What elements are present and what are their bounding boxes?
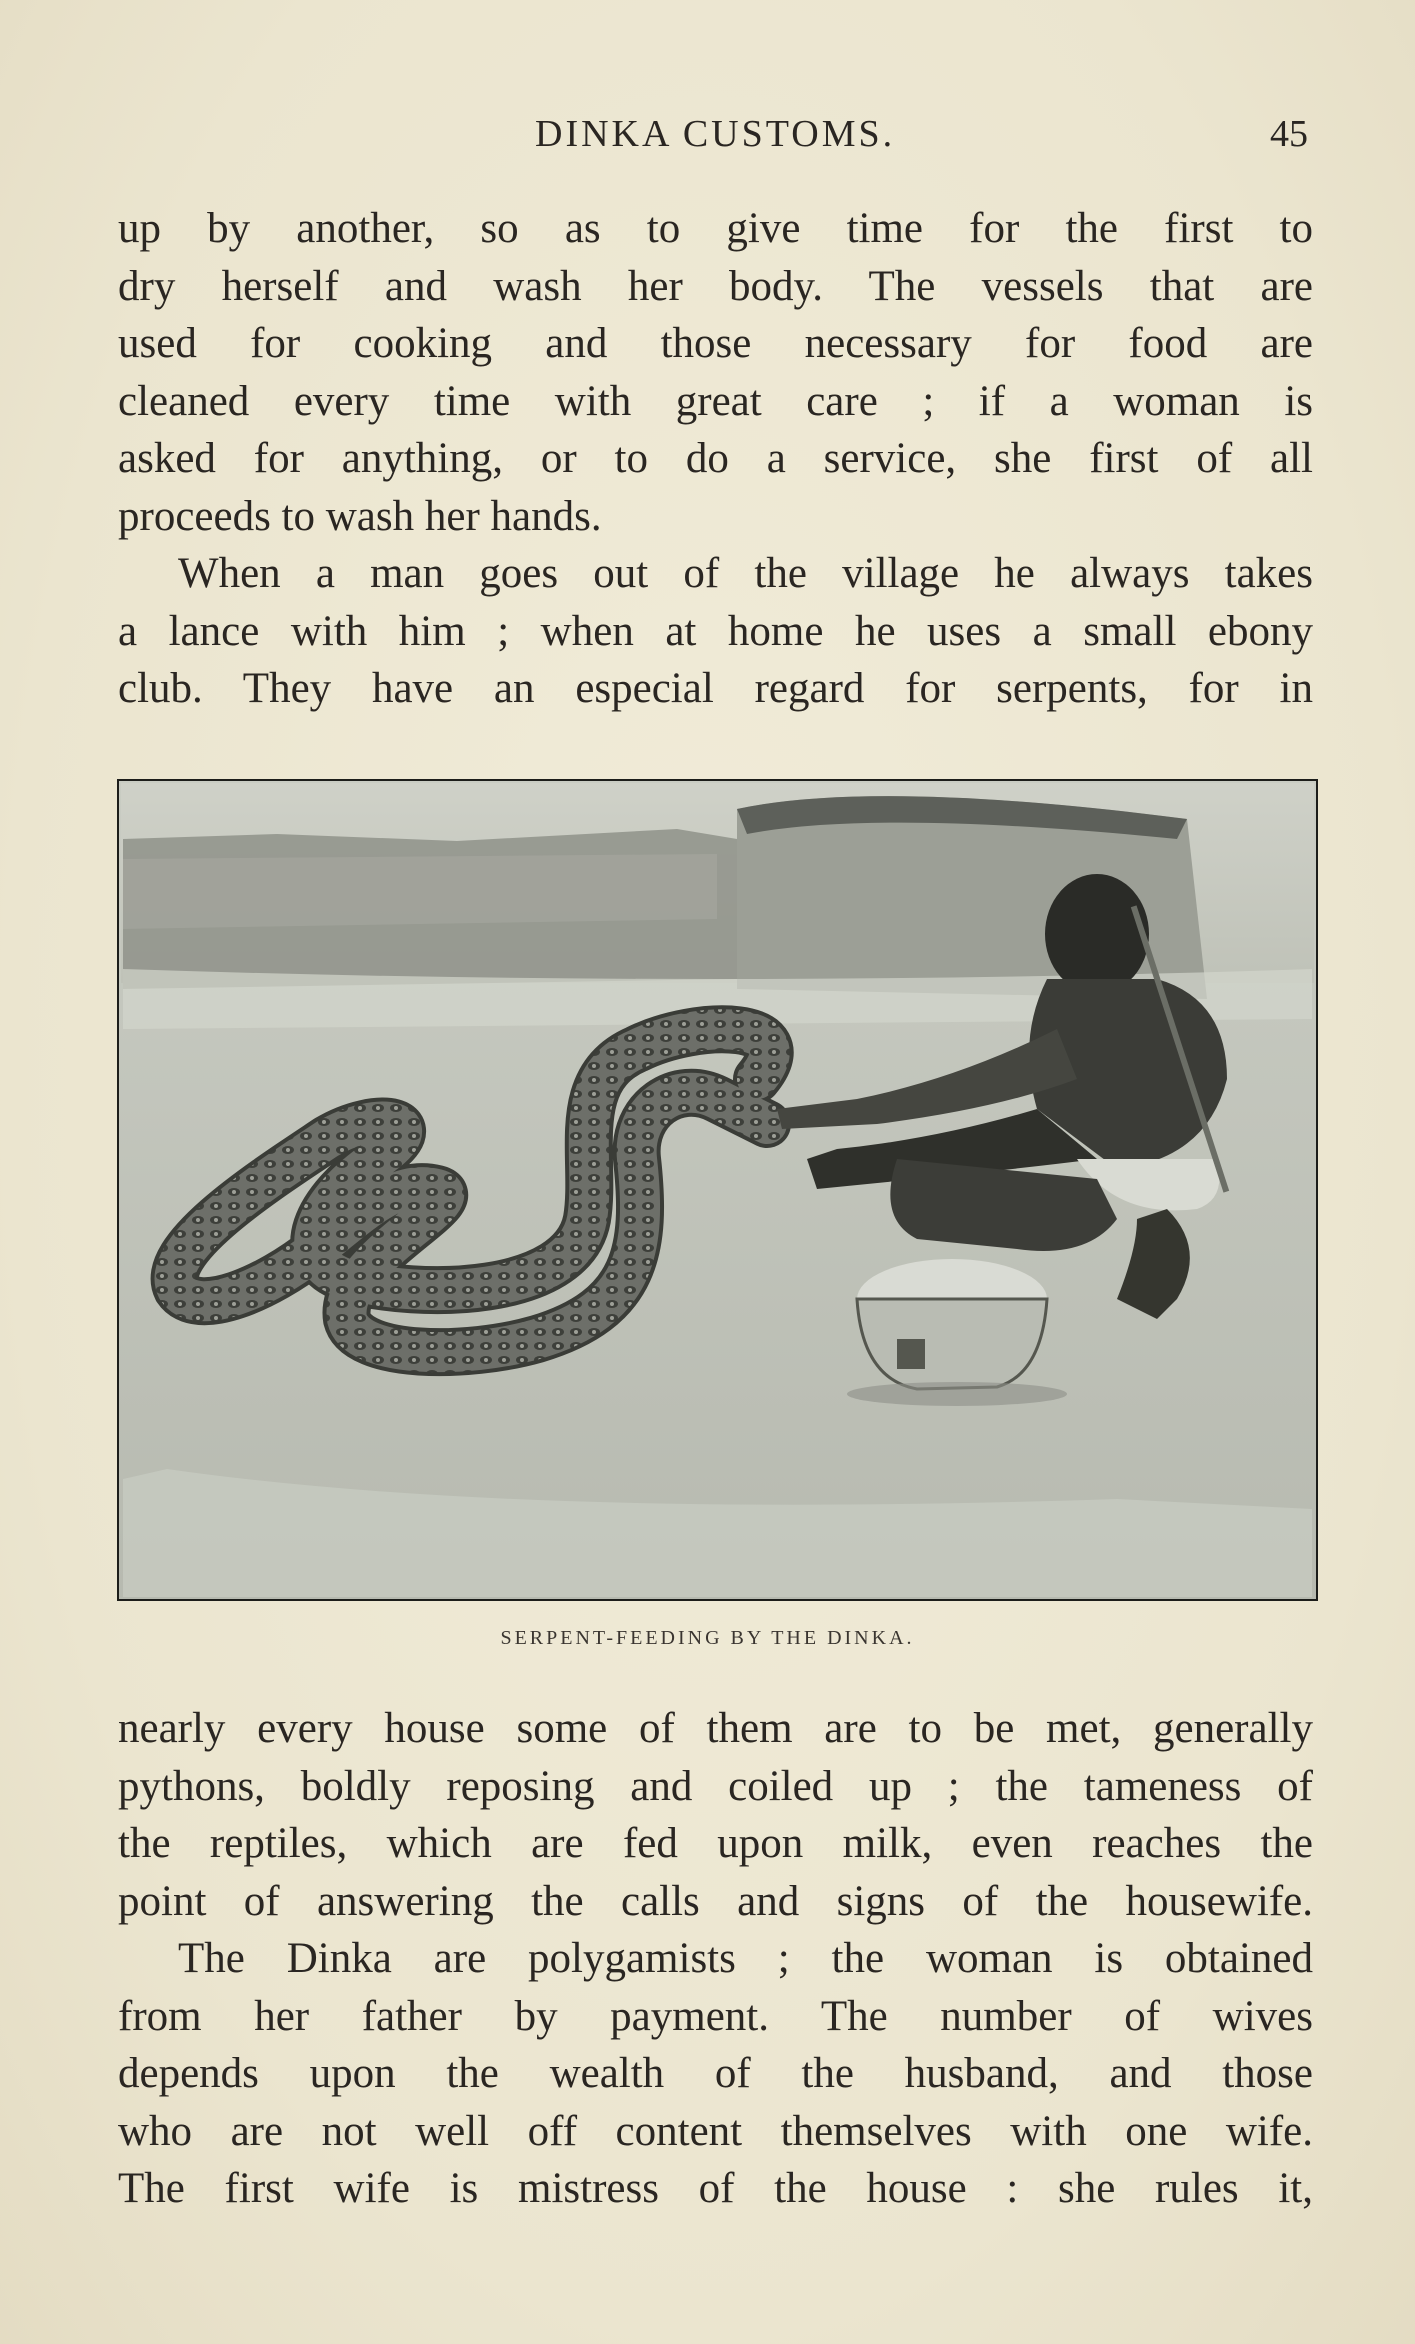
text-line: depends upon the wealth of the husband, and those bbox=[118, 2050, 1313, 2097]
text-line: The Dinka are polygamists ; the woman is obtained bbox=[178, 1935, 1313, 1982]
text-line: a lance with him ; when at home he uses a small ebony bbox=[118, 607, 1313, 655]
text-line: When a man goes out of the village he always takes bbox=[178, 550, 1313, 597]
page-number: 45 bbox=[1270, 113, 1308, 155]
text-line: up by another, so as to give time for the first to bbox=[118, 205, 1313, 252]
text-line: The first wife is mistress of the house : she rules it, bbox=[118, 2165, 1313, 2212]
text-line: proceeds to wash her hands. bbox=[118, 492, 602, 540]
text-line: used for cooking and those necessary for food are bbox=[118, 320, 1313, 367]
running-head-title: DINKA CUSTOMS. bbox=[535, 113, 896, 155]
top-text bbox=[118, 200, 1313, 718]
text-line: club. They have an especial regard for serpents, for in bbox=[118, 665, 1313, 712]
text-line: cleaned every time with great care ; if a woman is bbox=[118, 377, 1313, 425]
text-line: dry herself and wash her body. The vessels that are bbox=[118, 262, 1313, 310]
illustration-serpent-feeding bbox=[117, 779, 1318, 1601]
text-line: pythons, boldly reposing and coiled up ; the tameness of bbox=[118, 1762, 1313, 1810]
text-line: the reptiles, which are fed upon milk, even reaches the bbox=[118, 1820, 1313, 1867]
running-head bbox=[0, 112, 1415, 162]
bottom-text bbox=[118, 1700, 1313, 2218]
text-line: from her father by payment. The number of wives bbox=[118, 1992, 1313, 2040]
figure-caption: SERPENT-FEEDING BY THE DINKA. bbox=[500, 1627, 915, 1649]
text-line: nearly every house some of them are to be met, generally bbox=[118, 1705, 1313, 1752]
text-line: who are not well off content themselves with one wife. bbox=[118, 2107, 1313, 2155]
text-line: asked for anything, or to do a service, she first of all bbox=[118, 435, 1313, 482]
text-line: point of answering the calls and signs of the housewife. bbox=[118, 1877, 1313, 1925]
